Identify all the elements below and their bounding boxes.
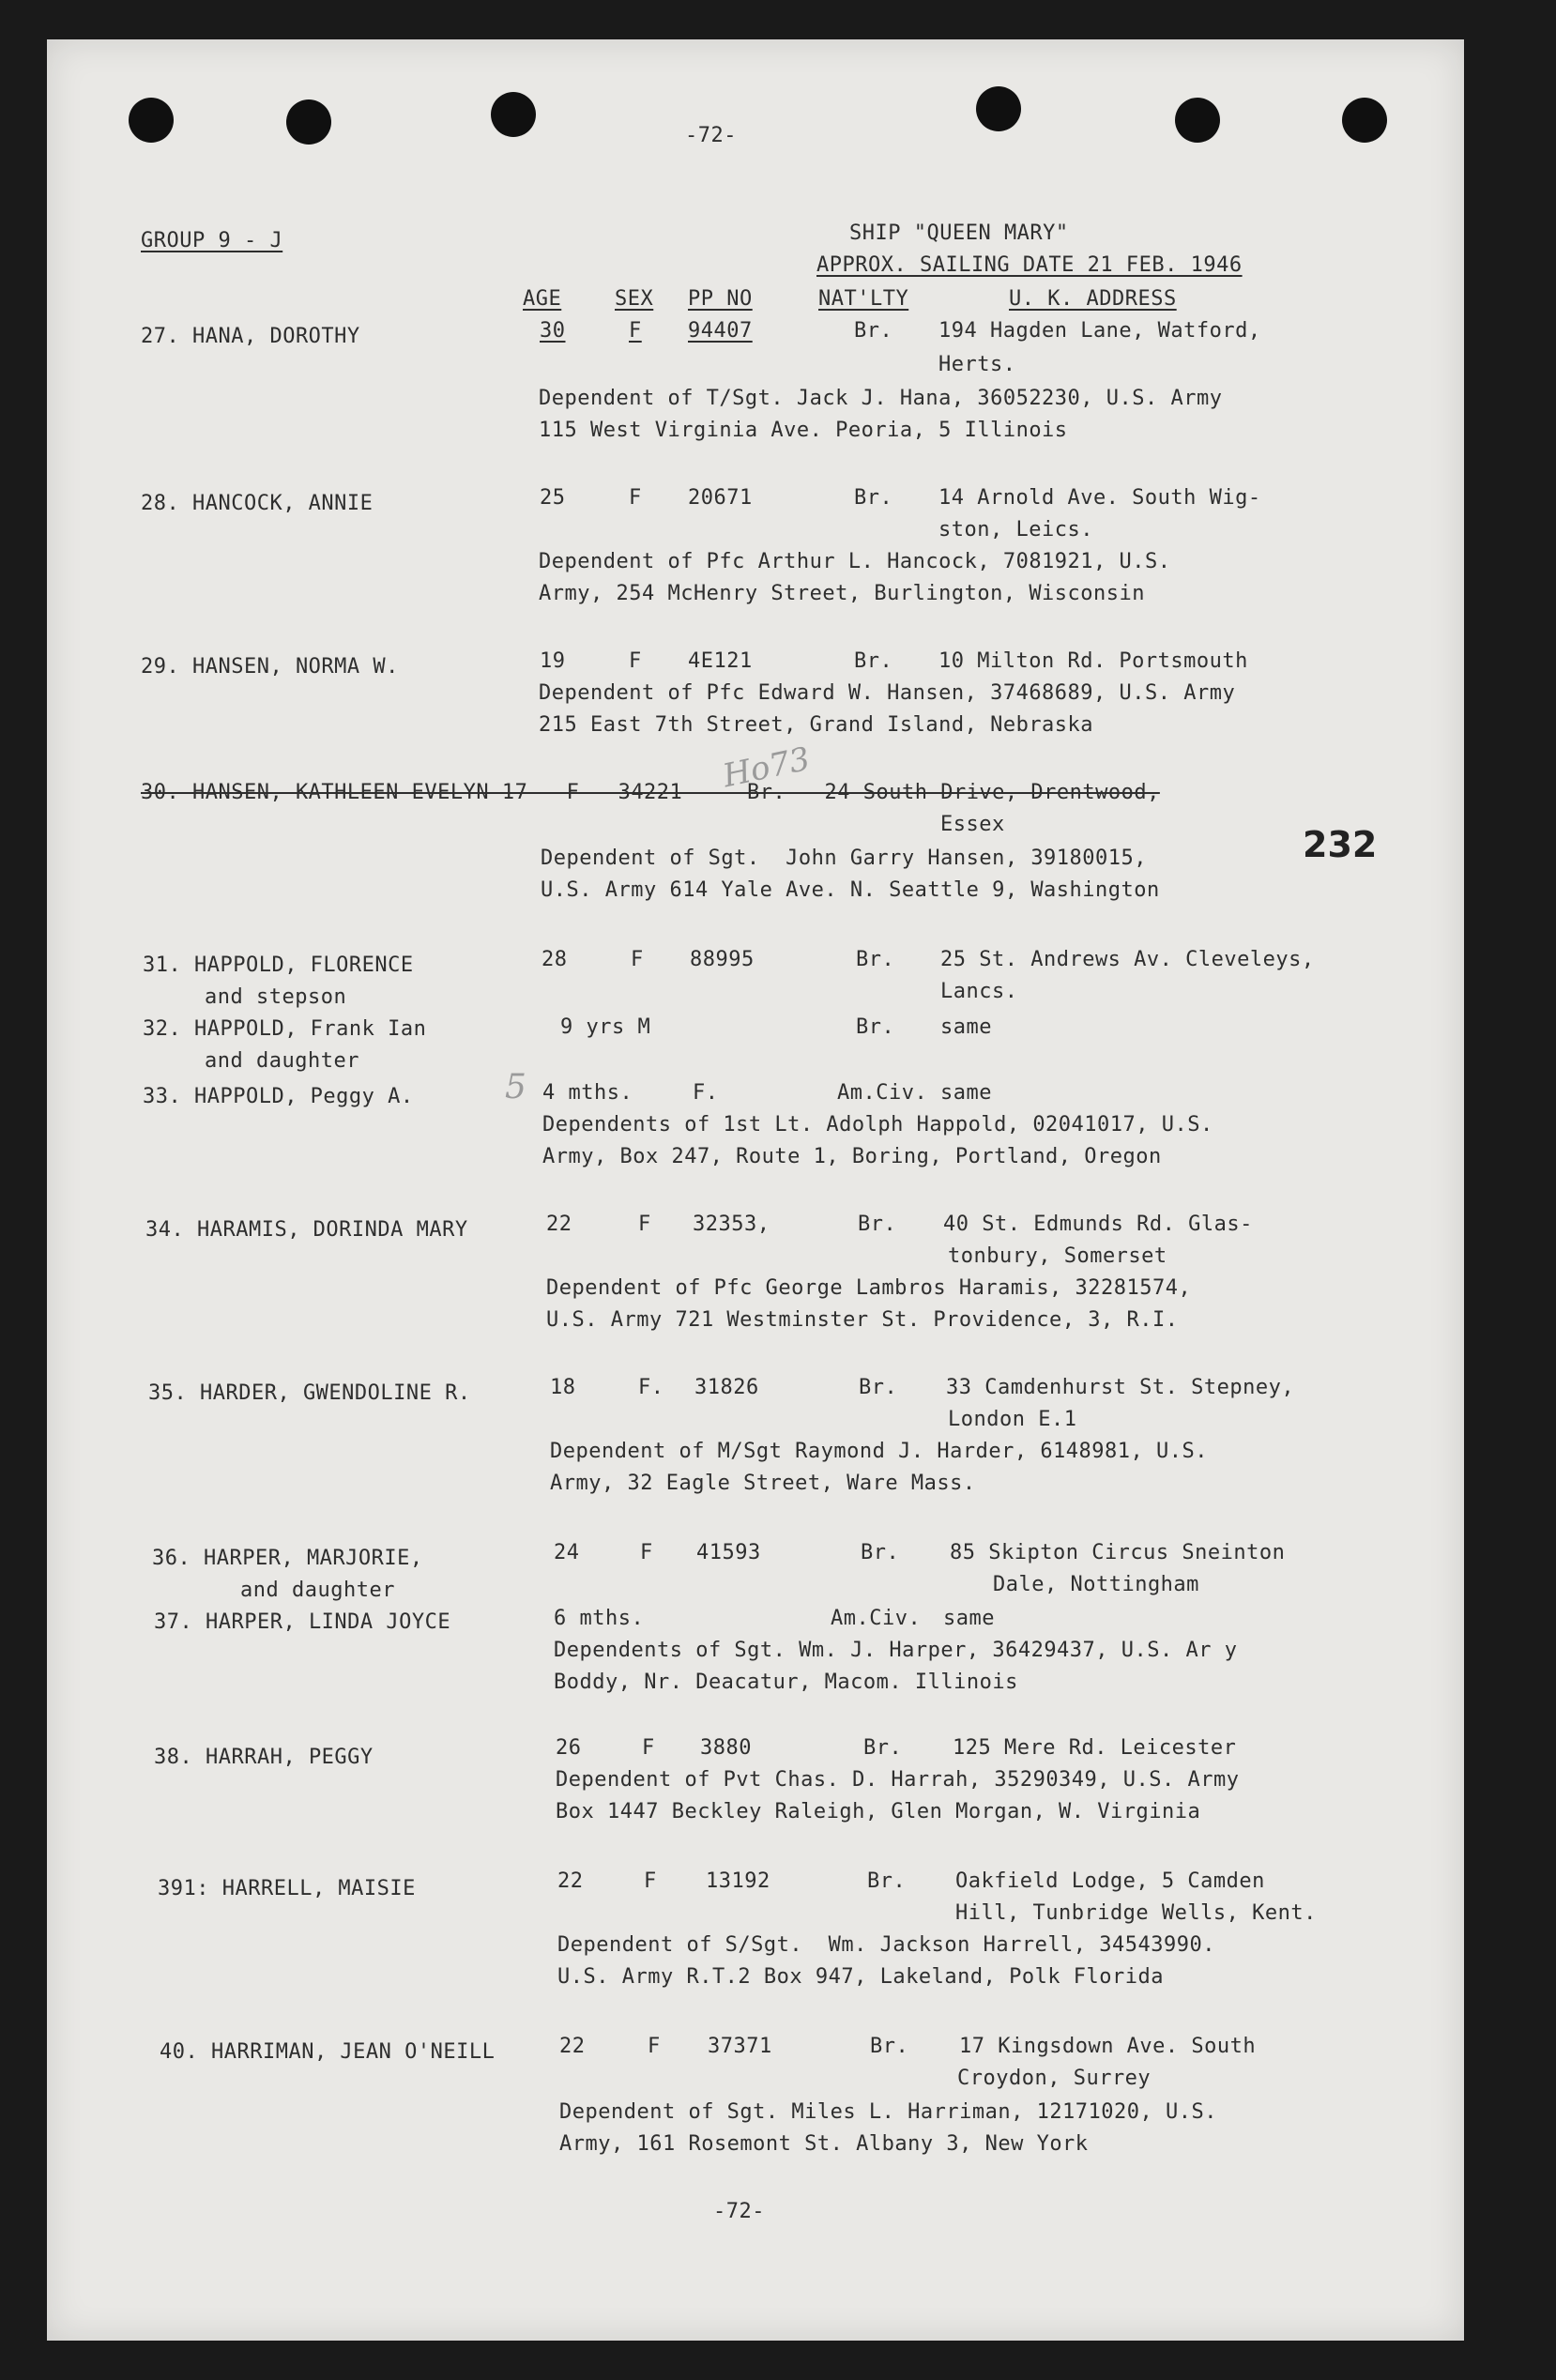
punch-hole [976,86,1021,131]
us-address: Army, 254 McHenry Street, Burlington, Wisconsin [539,582,1146,605]
passport-number: 88995 [690,948,755,971]
nationality: Br. [859,1376,898,1399]
column-header-age: AGE [523,287,562,311]
uk-address: 125 Mere Rd. Leicester [953,1736,1237,1760]
nationality: Br. [854,486,893,510]
punch-hole [1175,98,1220,143]
age-value: 9 yrs M [560,1015,651,1039]
uk-address: London E.1 [948,1408,1077,1431]
passport-number: 20671 [688,486,753,510]
passport-number: 41593 [696,1541,761,1564]
nationality: Am.Civ. [837,1081,928,1105]
column-header-sex: SEX [615,287,654,311]
passenger-name: 40. HARRIMAN, JEAN O'NEILL [160,2040,496,2064]
nationality: Br. [856,1015,895,1039]
uk-address: Herts. [938,353,1016,376]
uk-address: same [943,1607,995,1630]
sex-value: F [631,948,644,971]
age-value: 6 mths. [554,1607,645,1630]
nationality: Br. [854,649,893,673]
passenger-name: 27. HANA, DOROTHY [141,325,360,348]
age-value: 24 [554,1541,580,1564]
sex-value: F [640,1541,653,1564]
stamp-number: 232 [1303,824,1378,865]
uk-address: Dale, Nottingham [993,1573,1199,1596]
uk-address: same [940,1015,992,1039]
passenger-name: 28. HANCOCK, ANNIE [141,492,374,515]
passenger-name: 35. HARDER, GWENDOLINE R. [148,1381,471,1405]
dependent-of: Dependent of Pvt Chas. D. Harrah, 35290349, U.S. Army [556,1768,1240,1792]
us-address: U.S. Army 721 Westminster St. Providence, 3, R.I. [546,1308,1179,1332]
passenger-name: 34. HARAMIS, DORINDA MARY [145,1218,468,1242]
dependent-of: Dependent of Pfc Arthur L. Hancock, 7081921, U.S. [539,550,1171,573]
pencil-annotation: 5 [505,1068,526,1106]
page-number-top: -72- [685,124,737,147]
passenger-name: 36. HARPER, MARJORIE, [152,1547,423,1570]
column-header-natlty: NAT'LTY [818,287,909,311]
uk-address: 40 St. Edmunds Rd. Glas- [943,1213,1253,1236]
nationality: Br. [870,2035,909,2058]
punch-hole [491,92,536,137]
passenger-name: 33. HAPPOLD, Peggy A. [143,1085,414,1108]
passenger-name: 391: HARRELL, MAISIE [158,1877,416,1900]
passport-number: 4E121 [688,649,753,673]
nationality: Am.Civ. [831,1607,922,1630]
dependent-of: Dependents of 1st Lt. Adolph Happold, 02041017, U.S. [542,1113,1213,1137]
uk-address: tonbury, Somerset [948,1244,1167,1268]
passenger-note: and stepson [205,985,347,1009]
us-address: U.S. Army R.T.2 Box 947, Lakeland, Polk Florida [557,1965,1165,1989]
dependent-of: Dependent of M/Sgt Raymond J. Harder, 6148981, U.S. [550,1440,1209,1463]
uk-address: same [940,1081,992,1105]
sex-value: F [642,1736,655,1760]
dependent-of: Dependent of Pfc George Lambros Haramis, 32281574, [546,1276,1192,1300]
sex-value: F [629,486,642,510]
dependent-of: Dependent of Sgt. Miles L. Harriman, 12171020, U.S. [559,2100,1218,2124]
column-header-address: U. K. ADDRESS [1009,287,1177,311]
uk-address: 17 Kingsdown Ave. South [959,2035,1257,2058]
us-address: 115 West Virginia Ave. Peoria, 5 Illinois [539,419,1068,442]
passenger-name: 29. HANSEN, NORMA W. [141,655,399,679]
passenger-name: 32. HAPPOLD, Frank Ian [143,1017,427,1041]
passenger-note: and daughter [205,1049,359,1073]
uk-address: Hill, Tunbridge Wells, Kent. [955,1901,1317,1925]
nationality: Br. [863,1736,903,1760]
nationality: Br. [854,319,893,343]
punch-hole [129,98,174,143]
passport-number: 37371 [708,2035,772,2058]
passport-number: 32353, [693,1213,770,1236]
us-address: 215 East 7th Street, Grand Island, Nebraska [539,713,1094,737]
uk-address: 25 St. Andrews Av. Cleveleys, [940,948,1315,971]
us-address: Army, 161 Rosemont St. Albany 3, New York [559,2132,1089,2156]
age-value: 30 [540,319,566,343]
uk-address: 194 Hagden Lane, Watford, [938,319,1261,343]
age-value: 26 [556,1736,582,1760]
us-address: Box 1447 Beckley Raleigh, Glen Morgan, W. Virginia [556,1800,1201,1823]
sex-value: F [648,2035,661,2058]
passport-number: 3880 [700,1736,752,1760]
age-value: 18 [550,1376,576,1399]
dependent-of: Dependents of Sgt. Wm. J. Harper, 36429437, U.S. Ar y [554,1639,1238,1662]
sailing-date: APPROX. SAILING DATE 21 FEB. 1946 [816,253,1243,277]
uk-address: Essex [940,813,1005,836]
sex-value: F [644,1869,657,1893]
nationality: Br. [858,1213,897,1236]
uk-address: Lancs. [940,980,1018,1003]
group-label: GROUP 9 - J [141,229,283,252]
passport-number: 31826 [694,1376,759,1399]
passenger-name: 38. HARRAH, PEGGY [154,1746,374,1769]
passport-number: 13192 [706,1869,770,1893]
ship-name: SHIP "QUEEN MARY" [849,221,1069,245]
dependent-of: Dependent of T/Sgt. Jack J. Hana, 36052230, U.S. Army [539,387,1223,410]
passenger-note: and daughter [240,1579,395,1602]
nationality: Br. [861,1541,900,1564]
passenger-name: 31. HAPPOLD, FLORENCE [143,954,414,977]
column-header-pp-no: PP NO [688,287,753,311]
us-address: Army, Box 247, Route 1, Boring, Portland, Oregon [542,1145,1162,1168]
sex-value: F [638,1213,651,1236]
punch-hole [1342,98,1387,143]
age-value: 4 mths. [542,1081,633,1105]
us-address: U.S. Army 614 Yale Ave. N. Seattle 9, Washington [541,878,1160,902]
sex-value: F [629,319,642,343]
sex-value: F [629,649,642,673]
dependent-of: Dependent of Pfc Edward W. Hansen, 37468689, U.S. Army [539,681,1236,705]
passport-number: 94407 [688,319,753,343]
age-value: 25 [540,486,566,510]
pencil-annotation: Ho73 [719,740,814,796]
nationality: Br. [856,948,895,971]
age-value: 22 [559,2035,586,2058]
sex-value: F. [638,1376,664,1399]
sex-value: F. [693,1081,719,1105]
uk-address: ston, Leics. [938,518,1093,542]
punch-hole [286,99,331,145]
page-number-bottom: -72- [713,2200,765,2223]
uk-address: 85 Skipton Circus Sneinton [950,1541,1286,1564]
uk-address: 10 Milton Rd. Portsmouth [938,649,1248,673]
dependent-of: Dependent of Sgt. John Garry Hansen, 39180015, [541,847,1148,870]
us-address: Army, 32 Eagle Street, Ware Mass. [550,1472,976,1495]
uk-address: 33 Camdenhurst St. Stepney, [946,1376,1295,1399]
passenger-name: 37. HARPER, LINDA JOYCE [154,1610,451,1634]
uk-address: Oakfield Lodge, 5 Camden [955,1869,1265,1893]
age-value: 19 [540,649,566,673]
age-value: 28 [542,948,568,971]
age-value: 22 [546,1213,572,1236]
nationality: Br. [867,1869,907,1893]
us-address: Boddy, Nr. Deacatur, Macom. Illinois [554,1671,1018,1694]
uk-address: 14 Arnold Ave. South Wig- [938,486,1261,510]
struck-entry: 30. HANSEN, KATHLEEN EVELYN 17 F 34221 Br. 24 South Drive, Drentwood, [141,781,1160,804]
uk-address: Croydon, Surrey [957,2067,1152,2090]
dependent-of: Dependent of S/Sgt. Wm. Jackson Harrell, 34543990. [557,1933,1216,1957]
age-value: 22 [557,1869,584,1893]
